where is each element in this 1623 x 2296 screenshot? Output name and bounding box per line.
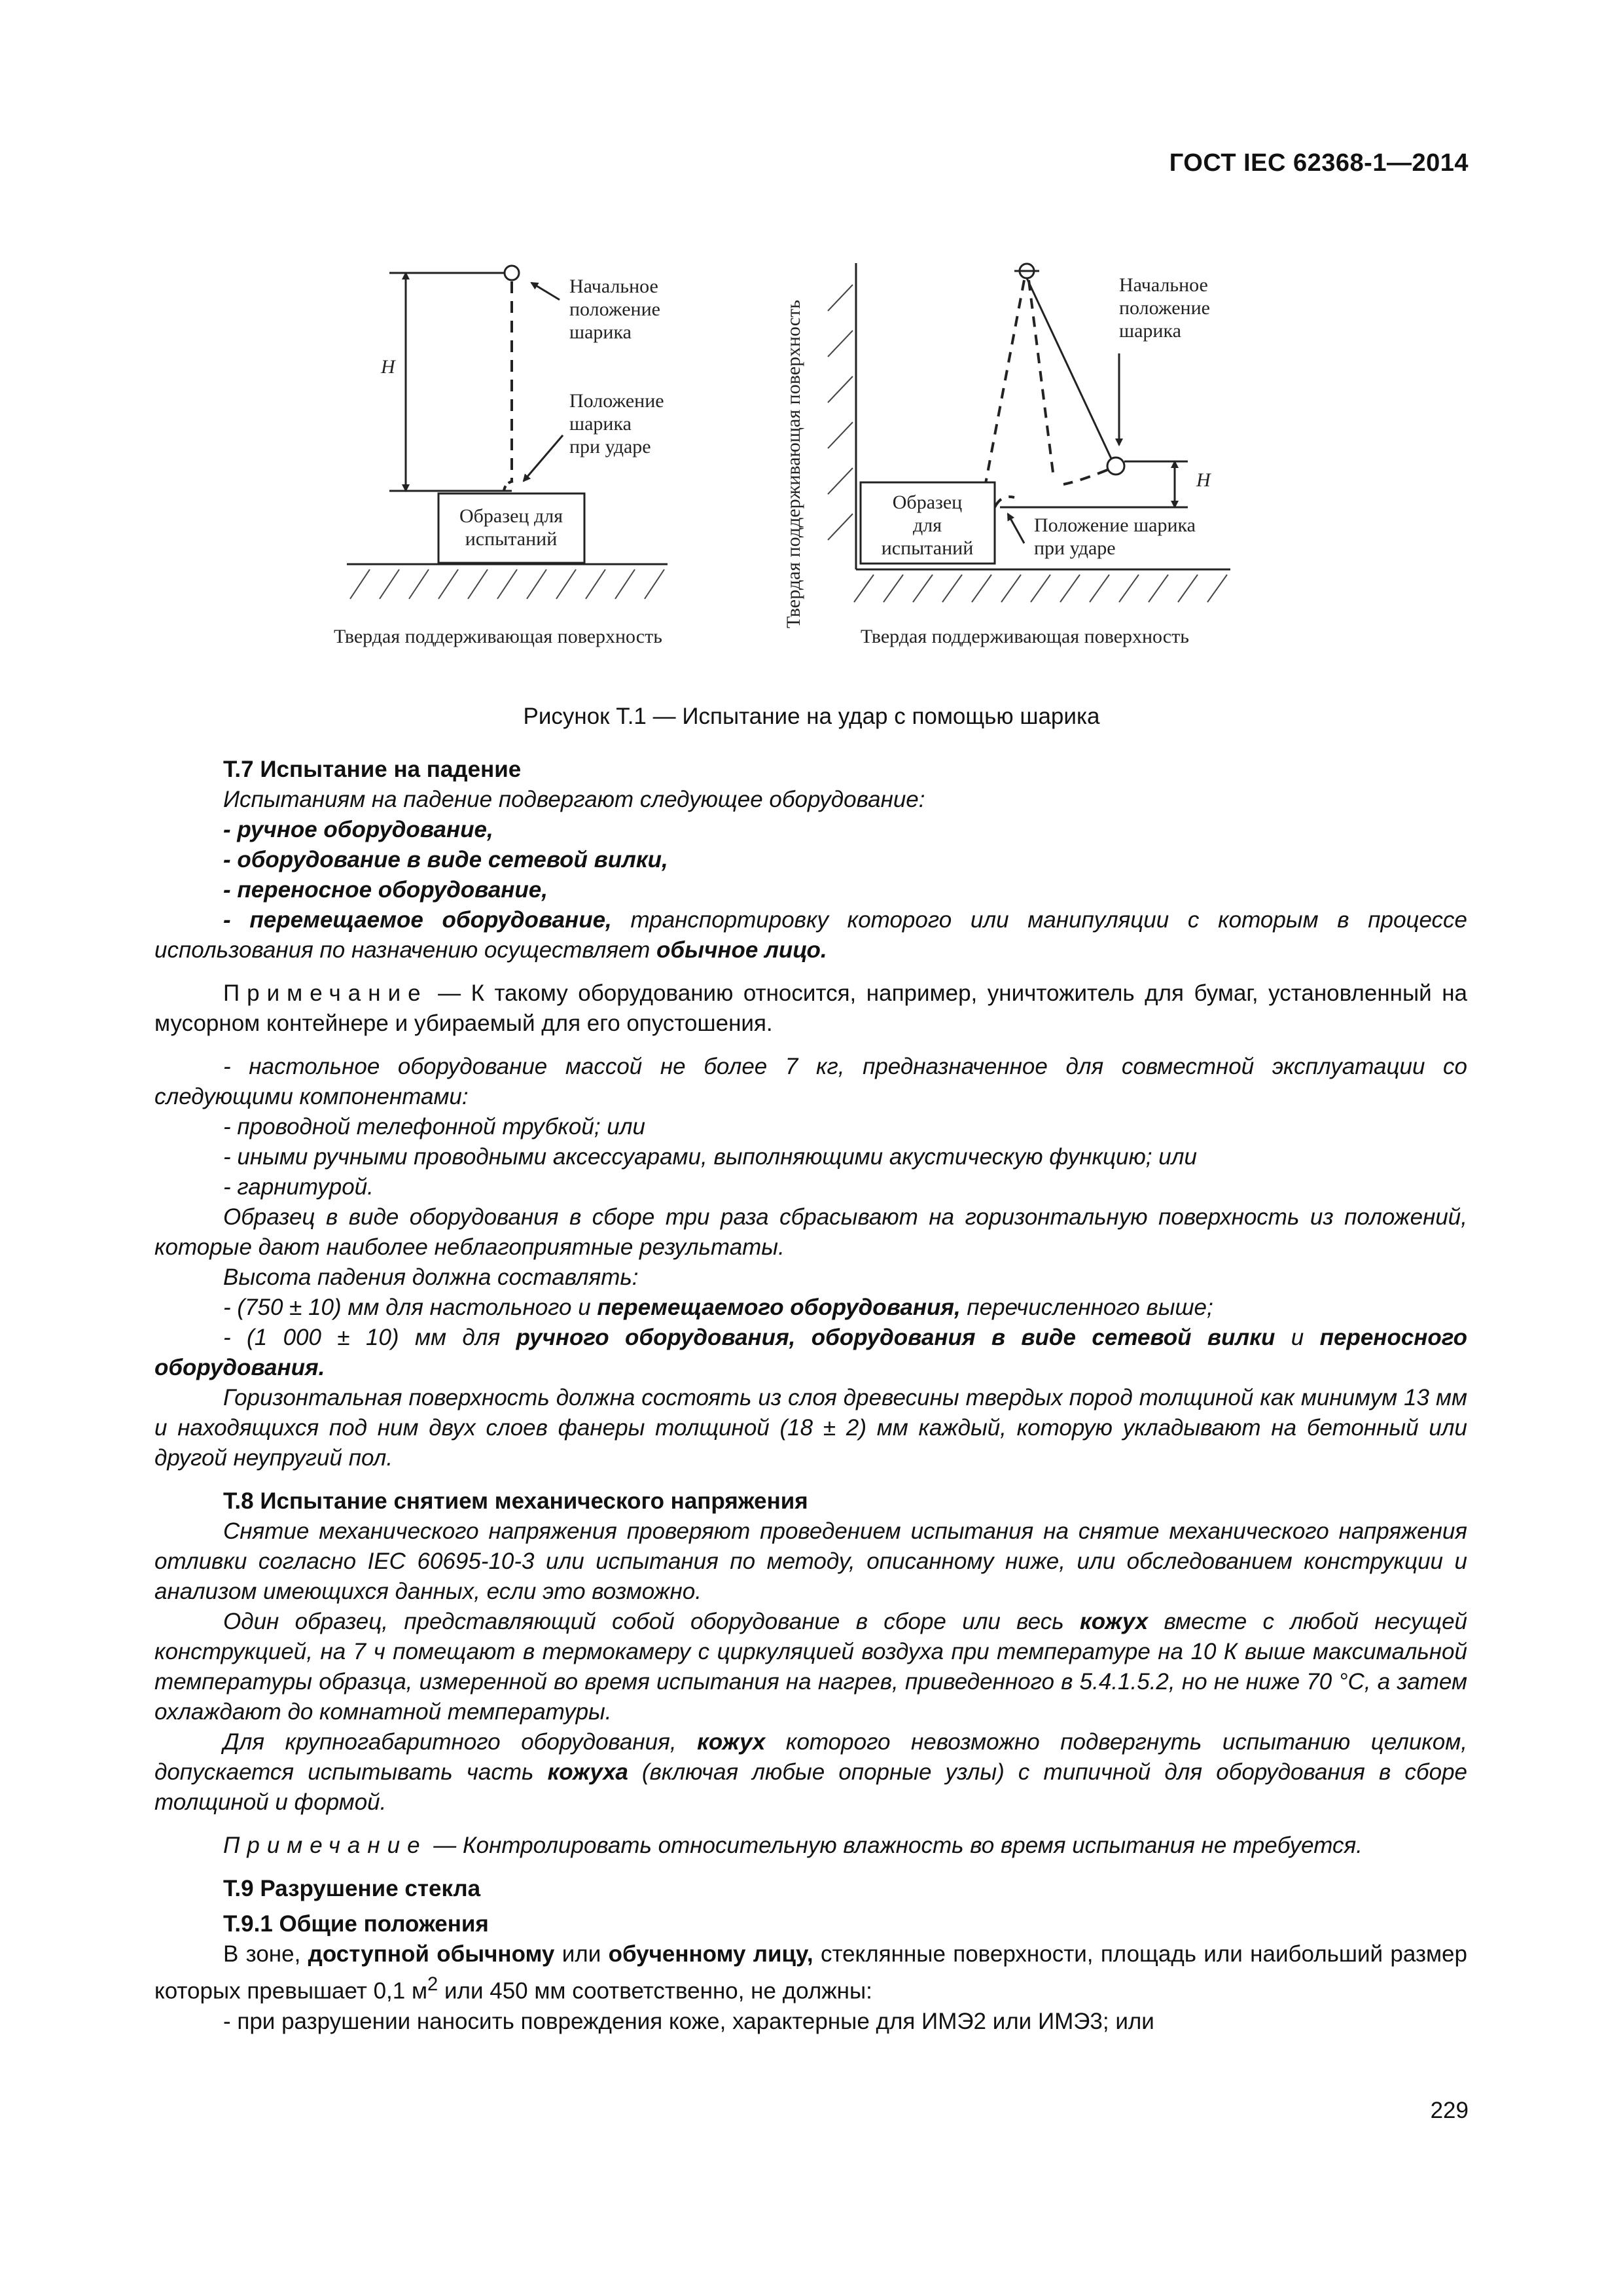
t8-p3-e: (включая любые опорные узлы) с типичной для оборудования в сборе толщиной и формой. <box>154 1759 1467 1815</box>
left-diagram <box>334 266 668 647</box>
left-impact-label-1: Положение <box>569 390 664 412</box>
left-initial-label-2: положение <box>569 298 660 320</box>
right-height-label: H <box>1196 469 1211 491</box>
right-surface-label: Твердая поддерживающая поверхность <box>861 626 1189 647</box>
t7-item-4 <box>154 905 1467 965</box>
right-sample-label-3: испытаний <box>881 537 974 559</box>
page-number: 229 <box>1430 2098 1469 2123</box>
left-initial-label-3: шарика <box>569 321 632 343</box>
t8-note <box>154 1831 1467 1861</box>
t8-p1: Снятие механического напряжения проверяют проведением испытания на снятие механического напряжения отливки согласно IEC 60695-10-3 или испытания по методу, описанному ниже, или обследованием конструкции и анализом имеющихся данных, если это возможно. <box>154 1518 1467 1604</box>
right-impact-pointer <box>1008 514 1024 543</box>
left-sample-label-1: Образец для <box>459 505 563 527</box>
t7-height-2-a: - (1 000 ± 10) мм для <box>223 1325 516 1350</box>
t7-item-4-text: транспортировку которого или манипуляции с которым в процессе использования по назначению осуществляет <box>154 907 1467 963</box>
t9-p1-sup: 2 <box>427 1974 438 1995</box>
section-t9-1-heading: Т.9.1 Общие положения <box>223 1911 489 1937</box>
t9-p1-f: или 450 мм соответственно, не должны: <box>438 1978 872 2004</box>
t9-p1 <box>154 1939 1467 2007</box>
left-impact-label-3: при ударе <box>569 436 651 457</box>
right-initial-label-3: шарика <box>1119 320 1181 342</box>
t9-p1-term-2: обученному лицу, <box>608 1941 813 1967</box>
impact-pointer <box>524 435 563 481</box>
right-initial-label-2: положение <box>1119 297 1210 319</box>
t8-p3-term-2: кожуха <box>547 1759 628 1785</box>
left-sample-label-2: испытаний <box>465 528 558 550</box>
t7-height-2 <box>154 1323 1467 1383</box>
left-surface-label: Твердая поддерживающая поверхность <box>334 626 662 647</box>
t8-p3-a: Для крупногабаритного оборудования, <box>223 1729 698 1755</box>
left-initial-label-1: Начальное <box>569 276 658 297</box>
t7-drop: Образец в виде оборудования в сборе три раза сбрасывают на горизонтальную поверхность из положений, которые дают наиболее неблагоприятные результаты. <box>154 1204 1467 1260</box>
t9-item-1: - при разрушении наносить повреждения коже, характерные для ИМЭ2 или ИМЭ3; или <box>223 2008 1154 2034</box>
ball-initial <box>505 266 519 280</box>
t7-note <box>154 978 1467 1039</box>
t7-sub-1: - проводной телефонной трубкой; или <box>223 1114 645 1139</box>
t7-height-2-c: и <box>1275 1325 1320 1350</box>
right-impact-label-1: Положение шарика <box>1034 514 1196 536</box>
initial-pointer <box>531 283 560 300</box>
wall-hatch <box>828 285 853 540</box>
t8-note-label: Примечание <box>223 1833 427 1858</box>
t7-height-intro: Высота падения должна составлять: <box>223 1265 639 1290</box>
t7-intro: Испытаниям на падение подвергают следующее оборудование: <box>223 787 925 812</box>
document-id: ГОСТ IEC 62368-1—2014 <box>1169 149 1469 177</box>
right-sample-label-2: для <box>912 514 942 536</box>
right-sample-label-1: Образец <box>892 492 963 513</box>
figure-caption: Рисунок Т.1 — Испытание на удар с помощью шарика <box>523 704 1100 729</box>
t8-p3-term: кожух <box>697 1729 766 1755</box>
t8-p3-c: которого невозможно подвергнуть испытанию целиком, допускается испытывать часть <box>154 1729 1467 1785</box>
ball-impact <box>504 481 514 491</box>
right-ground-hatch <box>854 575 1227 602</box>
t7-item-4-term-2: обычное лицо. <box>656 937 827 963</box>
t7-height-1 <box>154 1293 1467 1323</box>
t7-height-2-term-2: переносного оборудования. <box>154 1325 1467 1380</box>
body-text <box>154 749 1467 2037</box>
t7-item-4-term: - перемещаемое оборудование, <box>223 907 612 933</box>
t7-height-1-a: - (750 ± 10) мм для настольного и <box>223 1295 597 1320</box>
right-diagram <box>783 263 1230 647</box>
t8-p3 <box>154 1727 1467 1818</box>
t7-item-3: - переносное оборудование, <box>223 877 548 903</box>
section-t8-heading: Т.8 Испытание снятием механического напряжения <box>223 1488 808 1514</box>
left-ground-hatch <box>350 569 664 599</box>
t7-height-1-c: перечисленного выше; <box>960 1295 1213 1320</box>
t8-p2 <box>154 1607 1467 1727</box>
t9-p1-term: доступной обычному <box>308 1941 555 1967</box>
t7-item-2: - оборудование в виде сетевой вилки, <box>223 847 668 872</box>
ball-initial-right <box>1107 457 1124 475</box>
t7-sub-2: - иными ручными проводными аксессуарами, выполняющими акустическую функцию; или <box>223 1144 1197 1170</box>
ball-impact-diagram <box>301 249 1322 668</box>
t8-p2-a: Один образец, представляющий собой оборудование в сборе или весь <box>223 1609 1080 1634</box>
t8-note-text: — Контролировать относительную влажность во время испытания не требуется. <box>427 1833 1363 1858</box>
note-label: Примечание <box>223 980 428 1006</box>
t7-height-1-term: перемещаемого оборудования, <box>597 1295 961 1320</box>
t7-desk: - настольное оборудование массой не более 7 кг, предназначенное для совместной эксплуатации со следующими компонентами: <box>154 1054 1467 1109</box>
t8-p2-term: кожух <box>1079 1609 1149 1634</box>
section-t7-heading: Т.7 Испытание на падение <box>223 757 522 782</box>
pendulum-string <box>1027 278 1113 461</box>
t7-surface: Горизонтальная поверхность должна состоять из слоя древесины твердых пород толщиной как минимум 13 мм и находящихся под ним двух слоев фанеры толщиной (18 ± 2) мм каждый, которую укладывают на бетонный или другой неупругий пол. <box>154 1385 1467 1471</box>
vertical-surface-label: Твердая поддерживающая поверхность <box>783 300 804 628</box>
figure-t1 <box>301 249 1322 668</box>
t7-sub-3: - гарнитурой. <box>223 1174 374 1200</box>
left-impact-label-2: шарика <box>569 413 632 435</box>
t9-p1-e: стеклянные поверхности, площадь или наибольший размер которых превышает 0,1 м <box>154 1941 1467 2004</box>
t7-height-2-term: ручного оборудования, оборудования в виде сетевой вилки <box>516 1325 1275 1350</box>
t8-p2-c: вместе с любой несущей конструкцией, на 7 ч помещают в термокамеру с циркуляцией воздуха при температуре на 10 К выше максимальной температуры образца, измеренной во время испытания на нагрев, приведенного в 5.4.1.5.2, но не ниже 70 °С, а затем охлаждают до комнатной температуры. <box>154 1609 1467 1725</box>
note-text: — К такому оборудованию относится, например, уничтожитель для бумаг, установленный на мусорном контейнере и убираемый для его опустошения. <box>154 980 1467 1036</box>
section-t9-heading: Т.9 Разрушение стекла <box>223 1876 481 1901</box>
height-label: H <box>381 356 395 378</box>
t9-p1-a: В зоне, <box>223 1941 308 1967</box>
right-impact-label-2: при ударе <box>1034 537 1116 559</box>
t7-item-1: - ручное оборудование, <box>223 817 493 842</box>
right-initial-label-1: Начальное <box>1119 274 1208 296</box>
t9-p1-c: или <box>554 1941 609 1967</box>
